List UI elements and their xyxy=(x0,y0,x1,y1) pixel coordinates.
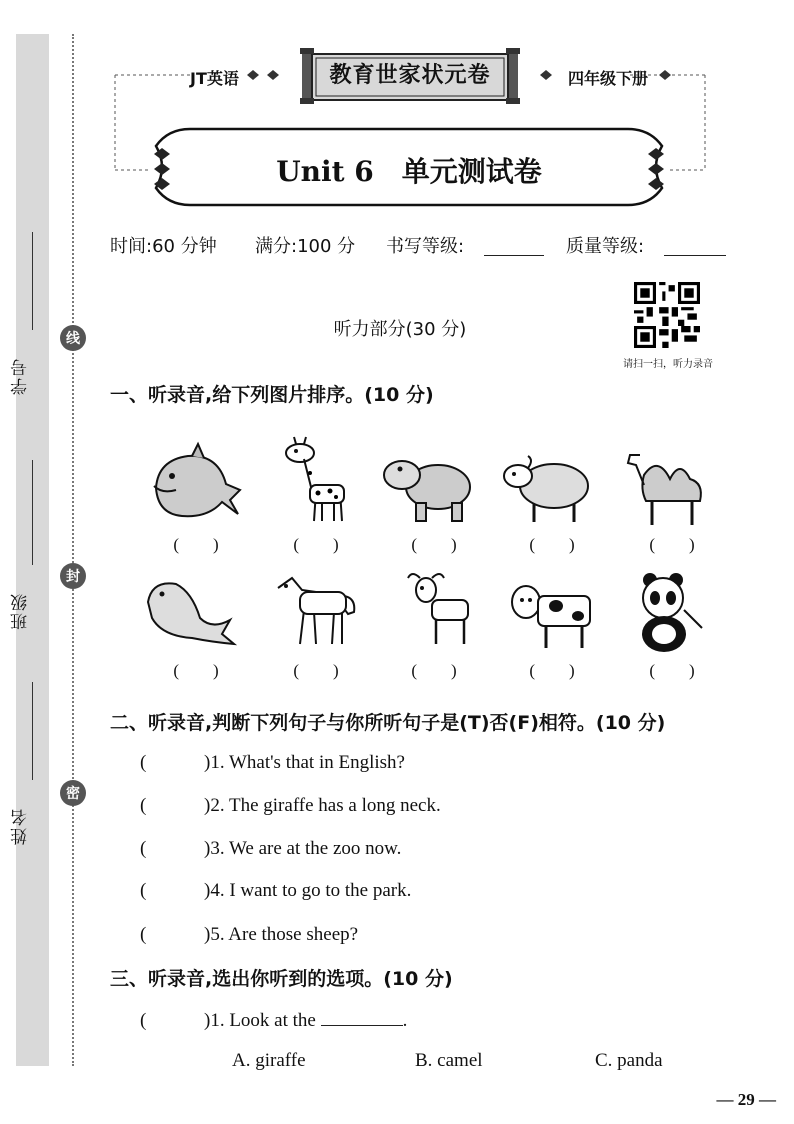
answer-paren[interactable]: ( ) xyxy=(173,661,219,680)
seal-line-mark: 线 xyxy=(60,325,86,351)
tf-question-row: ( )2. The giraffe has a long neck. xyxy=(140,795,441,816)
answer-paren[interactable]: ( ) xyxy=(411,535,457,554)
option-c[interactable]: C. panda xyxy=(595,1050,663,1071)
seal-seal-mark: 封 xyxy=(60,563,86,589)
answer-paren[interactable]: ( xyxy=(140,752,147,773)
grade-tag: 四年级下册 xyxy=(568,69,649,88)
question-text: 3. We are at the zoo now. xyxy=(210,838,402,859)
goat-icon xyxy=(398,568,494,660)
question-text: 1. What's that in English? xyxy=(210,752,405,773)
page-number: — 29 — xyxy=(716,1090,776,1109)
cut-line xyxy=(72,34,74,1066)
seal-secret-mark: 密 xyxy=(60,780,86,806)
answer-paren[interactable]: ( xyxy=(140,795,147,816)
student-id-blank[interactable] xyxy=(32,232,33,330)
section2-heading: 二、听录音,判断下列句子与你所听句子是(T)否(F)相符。(10 分) xyxy=(110,712,666,734)
hippo-icon xyxy=(380,445,476,537)
student-id-label: 学号 xyxy=(11,357,31,395)
horse-icon xyxy=(268,568,364,660)
answer-paren[interactable]: ( ) xyxy=(411,661,457,680)
question-text: 5. Are those sheep? xyxy=(210,924,359,945)
giraffe-icon xyxy=(270,435,366,527)
tf-question-row: ( )5. Are those sheep? xyxy=(140,924,359,945)
section3-heading: 三、听录音,选出你听到的选项。(10 分) xyxy=(110,968,453,990)
choice-question-row: ( )1. Look at the . xyxy=(140,1010,408,1031)
question-end: . xyxy=(402,1010,408,1031)
answer-paren[interactable]: ( ) xyxy=(649,661,695,680)
cow-icon xyxy=(506,572,602,664)
fill-blank[interactable] xyxy=(321,1011,403,1026)
question-text: 1. Look at the xyxy=(210,1010,316,1031)
series-title: 教育世家状元卷 xyxy=(329,63,491,88)
camel-icon xyxy=(624,445,720,537)
tf-question-row: ( )1. What's that in English? xyxy=(140,752,405,773)
tf-question-row: ( )4. I want to go to the park. xyxy=(140,880,412,901)
question-text: 2. The giraffe has a long neck. xyxy=(210,795,441,816)
time-info: 时间:60 分钟 xyxy=(110,236,217,257)
dolphin-icon xyxy=(148,438,244,530)
subject-tag: JT英语 xyxy=(190,69,239,88)
class-blank[interactable] xyxy=(32,460,33,565)
writing-grade-blank[interactable] xyxy=(484,241,544,256)
answer-paren[interactable]: ( xyxy=(140,1010,147,1031)
writing-grade-label: 书写等级: xyxy=(386,236,465,257)
answer-paren[interactable]: ( xyxy=(140,924,147,945)
answer-paren[interactable]: ( ) xyxy=(649,535,695,554)
option-a[interactable]: A. giraffe xyxy=(232,1050,306,1071)
section1-heading: 一、听录音,给下列图片排序。(10 分) xyxy=(110,384,434,406)
qr-code[interactable] xyxy=(634,282,700,348)
tf-question-row: ( )3. We are at the zoo now. xyxy=(140,838,402,859)
name-label: 姓名 xyxy=(11,807,31,845)
panda-icon xyxy=(628,570,724,662)
answer-paren[interactable]: ( ) xyxy=(173,535,219,554)
answer-paren[interactable]: ( xyxy=(140,880,147,901)
name-blank[interactable] xyxy=(32,682,33,780)
qr-caption: 请扫一扫，听力录音 xyxy=(623,359,713,370)
seal-icon xyxy=(142,572,238,664)
answer-paren[interactable]: ( ) xyxy=(529,661,575,680)
question-text: 4. I want to go to the park. xyxy=(210,880,412,901)
quality-grade-blank[interactable] xyxy=(664,241,726,256)
listening-heading: 听力部分(30 分) xyxy=(333,319,467,340)
answer-paren[interactable]: ( ) xyxy=(293,535,339,554)
answer-paren[interactable]: ( ) xyxy=(529,535,575,554)
answer-paren[interactable]: ( xyxy=(140,838,147,859)
class-label: 班级 xyxy=(11,592,31,630)
answer-paren[interactable]: ( ) xyxy=(293,661,339,680)
quality-grade-label: 质量等级: xyxy=(566,236,645,257)
full-score-info: 满分:100 分 xyxy=(255,236,356,257)
page-title: Unit 6 单元测试卷 xyxy=(276,155,542,188)
option-b[interactable]: B. camel xyxy=(415,1050,483,1071)
sheep-icon xyxy=(498,448,594,540)
